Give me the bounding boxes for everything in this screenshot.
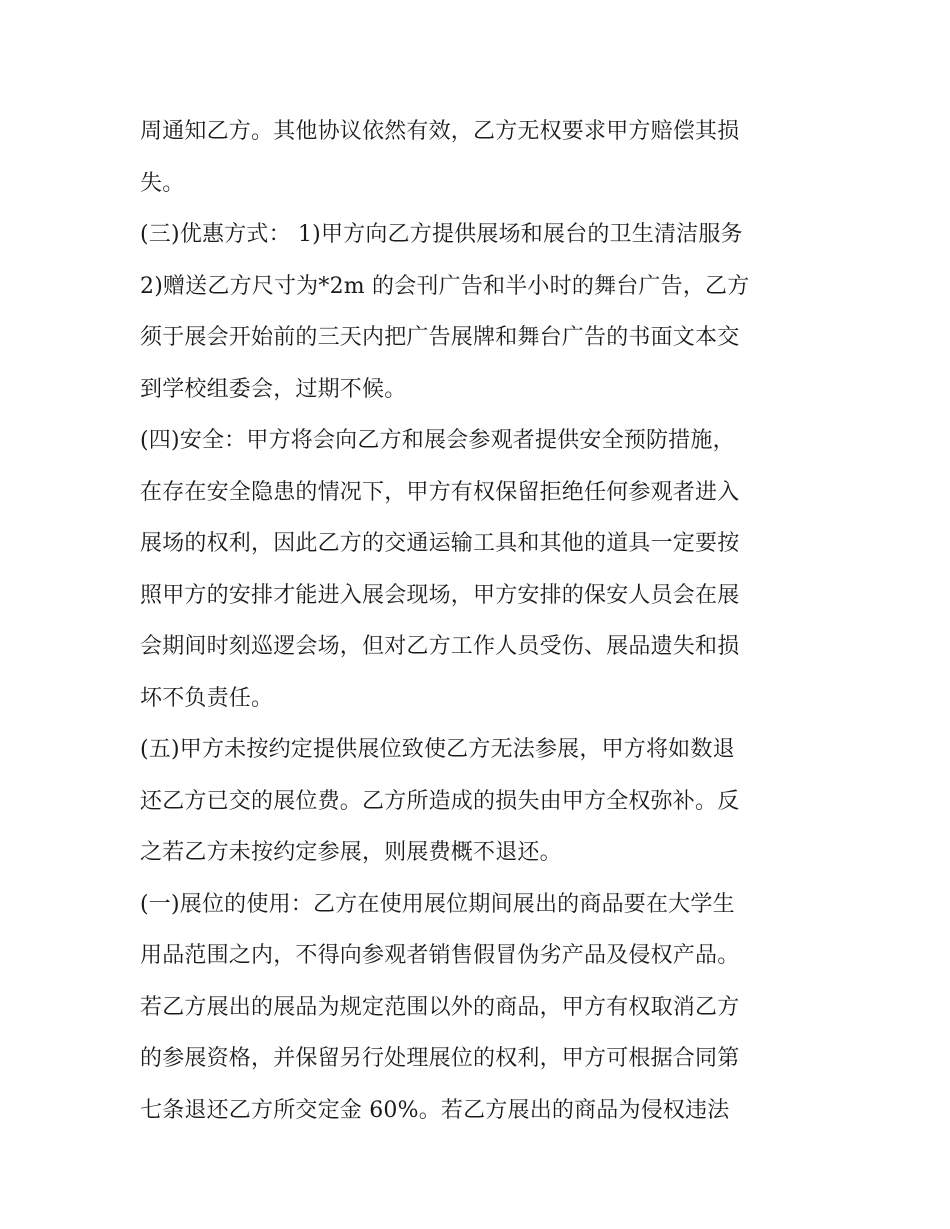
text-line: 会期间时刻巡逻会场，但对乙方工作人员受伤、展品遗失和损: [140, 634, 740, 659]
text-line: 七条退还乙方所交定金 60%。若乙方展出的商品为侵权违法: [140, 1097, 730, 1123]
text-line: (一)展位的使用：乙方在使用展位期间展出的商品要在大学生: [140, 891, 735, 917]
text-line: 到学校组委会，过期不候。: [140, 376, 407, 402]
text-line: 之若乙方未按约定参展，则展费概不退还。: [140, 840, 562, 865]
text-line: 还乙方已交的展位费。乙方所造成的损失由甲方全权弥补。反: [140, 788, 740, 814]
text-line: (四)安全：甲方将会向乙方和展会参观者提供安全预防措施，: [140, 428, 735, 453]
text-line: 失。: [140, 170, 185, 196]
text-line: 展场的权利，因此乙方的交通运输工具和其他的道具一定要按: [140, 531, 740, 556]
text-line: 须于展会开始前的三天内把广告展牌和舞台广告的书面文本交: [140, 325, 740, 350]
text-line: 在存在安全隐患的情况下，甲方有权保留拒绝任何参观者进入: [140, 479, 740, 505]
text-line: (三)优惠方式： 1)甲方向乙方提供展场和展台的卫生清洁服务: [140, 222, 743, 247]
text-line: (五)甲方未按约定提供展位致使乙方无法参展，甲方将如数退: [140, 737, 735, 762]
document-body: [140, 106, 820, 1136]
text-line: 坏不负责任。: [140, 685, 274, 711]
text-line: 若乙方展出的展品为规定范围以外的商品，甲方有权取消乙方: [140, 994, 740, 1020]
text-line: 的参展资格，并保留另行处理展位的权利，甲方可根据合同第: [140, 1046, 740, 1071]
text-line: 照甲方的安排才能进入展会现场，甲方安排的保安人员会在展: [140, 582, 740, 608]
text-line: 2)赠送乙方尺寸为*2m 的会刊广告和半小时的舞台广告，乙方: [140, 273, 750, 299]
text-line: 周通知乙方。其他协议依然有效，乙方无权要求甲方赔偿其损: [140, 119, 740, 144]
text-line: 用品范围之内，不得向参观者销售假冒伪劣产品及侵权产品。: [140, 943, 740, 968]
